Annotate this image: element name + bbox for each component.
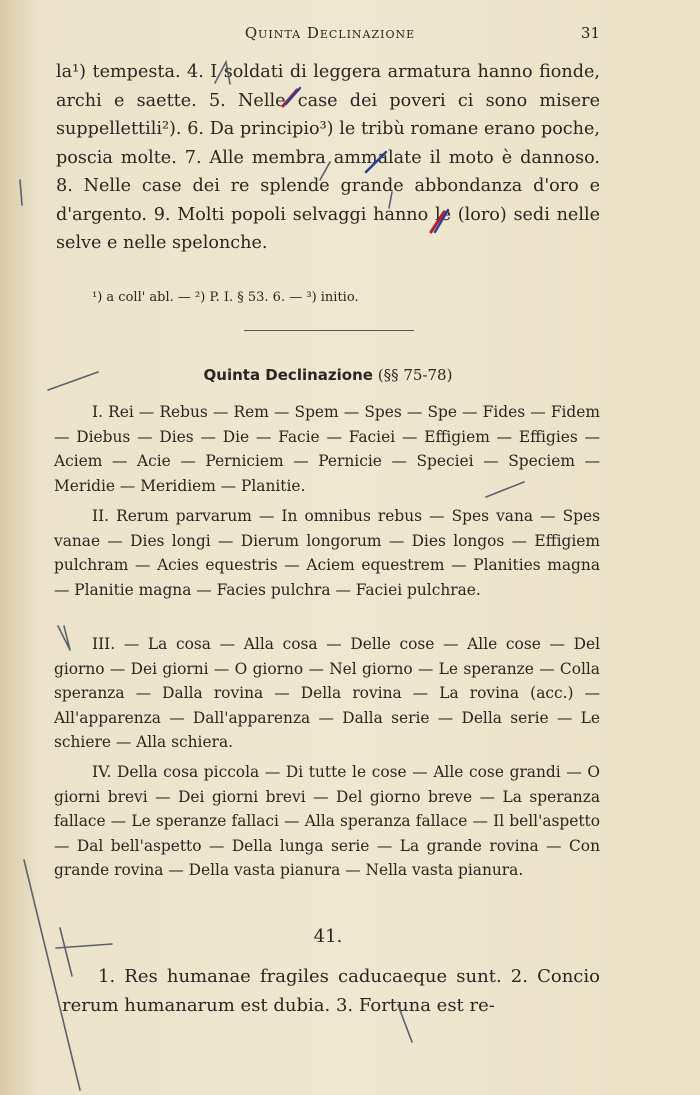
exercise-IV: [54, 760, 600, 883]
exercise-I: [54, 400, 600, 498]
footnotes: ¹) a coll' abl. — ²) P. I. § 53. 6. — ³) initio.: [92, 290, 359, 305]
exercise-II: [54, 504, 600, 602]
running-head: Quinta Declinazione: [244, 24, 416, 42]
exercise-number: 41.: [313, 926, 343, 947]
latin-text: 1. Res humanae fragiles caducaeque sunt. 2. Concio rerum humanarum est dubia. 3. Fortuna est re-: [62, 966, 600, 1016]
section-heading: [56, 366, 600, 384]
translation-exercise-text: [56, 58, 600, 258]
section-title: Quinta Declinazione: [203, 366, 373, 384]
exercise-II-text: II. Rerum parvarum — In omnibus rebus — Spes vana — Spes vanae — Dies longi — Dierum longorum — Dies longos — Effigiem pulchram — Acies equestris — Aciem equestrem — Planities magna — Planitie magna — Facies pulchra — Faciei pulchrae.: [54, 507, 600, 599]
exercise-I-text: I. Rei — Rebus — Rem — Spem — Spes — Spe — Fides — Fidem — Diebus — Dies — Die — Facie — Faciei — Effigiem — Effigies — Aciem — Acie — Perniciem — Pernicie — Speciei — Speciem — Meridie — Meridiem — Planitie.: [54, 403, 600, 495]
section-ref: (§§ 75-78): [377, 366, 453, 384]
latin-exercise: [62, 962, 600, 1020]
page-number: 31: [580, 24, 600, 42]
exercise-IV-text: IV. Della cosa piccola — Di tutte le cose — Alle cose grandi — O giorni brevi — Dei giorni brevi — Del giorno breve — La speranza fallace — Le speranze fallaci — Alla speranza fallace — Il bell'aspetto — Dal bell'aspetto — Della lunga serie — La grande rovina — Con grande rovina — Della vasta pianura — Nella vasta pianura.: [54, 763, 600, 879]
section-divider: [244, 330, 414, 331]
exercise-III-text: III. — La cosa — Alla cosa — Delle cose — Alle cose — Del giorno — Dei giorni — O giorno — Nel giorno — Le speranze — Colla speranza — Dalla rovina — Della rovina — La rovina (acc.) — All'apparenza — Dall'apparenza — Dalla serie — Della serie — Le schiere — Alla schiera.: [54, 635, 600, 751]
page-header: [60, 24, 600, 48]
exercise-III: [54, 632, 600, 755]
top-paragraph: la¹) tempesta. 4. I soldati di leggera armatura hanno fionde, archi e saette. 5. Nelle case dei poveri ci sono misere suppellettili²). 6. Da principio³) le tribù romane erano poche, poscia molte. 7. Alle membra ammalate il moto è dannoso. 8. Nelle case dei re splende grande abbondanza d'oro e d'argento. 9. Molti popoli selvaggi hanno le (loro) sedi nelle selve e nelle spelonche.: [56, 62, 600, 253]
